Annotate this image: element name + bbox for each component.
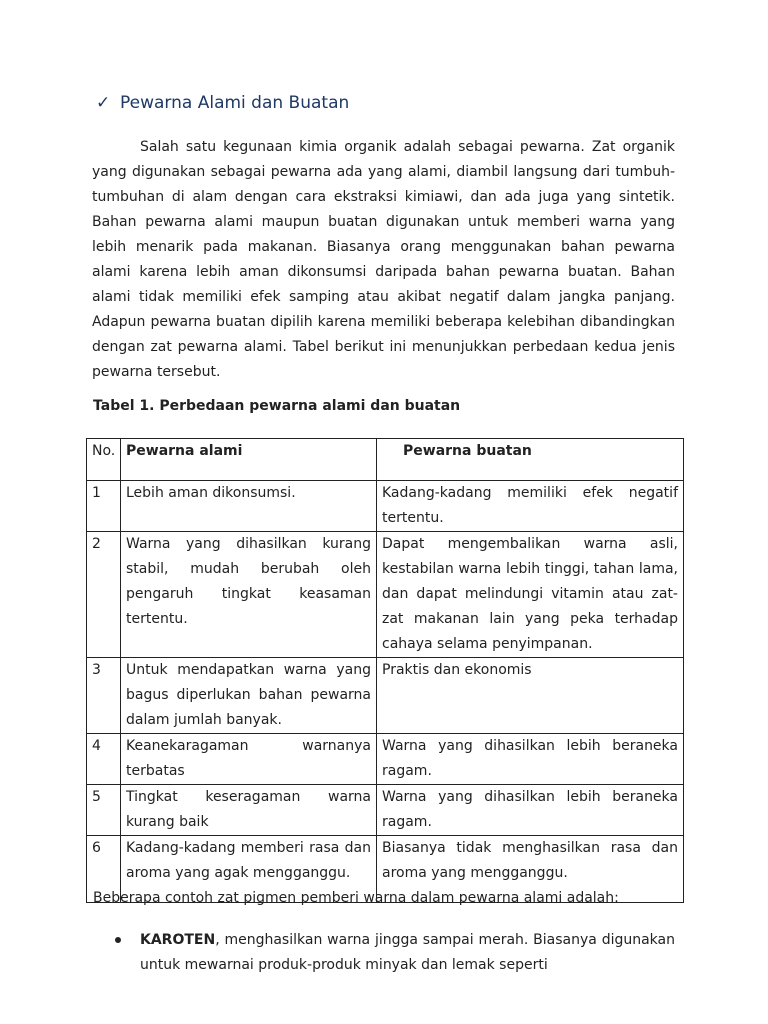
cell-buatan: Praktis dan ekonomis (377, 658, 684, 734)
cell-no: 3 (87, 658, 121, 734)
bullet-icon (115, 937, 121, 943)
table-caption: Tabel 1. Perbedaan pewarna alami dan buatan (93, 398, 461, 414)
section-heading (96, 93, 349, 113)
cell-no: 5 (87, 785, 121, 836)
intro-paragraph: Salah satu kegunaan kimia organik adalah sebagai pewarna. Zat organik yang digunakan sebagai pewarna ada yang alami, diambil langsung dari tumbuh-tumbuhan di alam dengan cara ekstraksi kimiawi, dan ada juga yang sintetik. Bahan pewarna alami maupun buatan digunakan untuk memberi warna yang lebih menarik pada makanan. Biasanya orang menggunakan bahan pewarna alami karena lebih aman dikonsumsi daripada bahan pewarna buatan. Bahan alami tidak memiliki efek samping atau akibat negatif dalam jangka panjang. Adapun pewarna buatan dipilih karena memiliki beberapa kelebihan dibandingkan dengan zat pewarna alami. Tabel berikut ini menunjukkan perbedaan kedua jenis pewarna tersebut. (92, 139, 675, 380)
table-row (87, 658, 684, 734)
cell-buatan: Dapat mengembalikan warna asli, kestabilan warna lebih tinggi, tahan lama, dan dapat melindungi vitamin atau zat-zat makanan lain yang peka terhadap cahaya selama penyimpanan. (377, 532, 684, 658)
cell-no: 4 (87, 734, 121, 785)
pigment-term: KAROTEN (140, 932, 216, 948)
cell-buatan: Warna yang dihasilkan lebih beraneka ragam. (377, 734, 684, 785)
header-buatan: Pewarna buatan (377, 439, 684, 481)
heading-text: Pewarna Alami dan Buatan (120, 93, 350, 113)
table-row (87, 481, 684, 532)
list-item (110, 928, 675, 978)
cell-no: 1 (87, 481, 121, 532)
pigment-intro: Beberapa contoh zat pigmen pemberi warna dalam pewarna alami adalah: (93, 890, 619, 906)
cell-alami: Kadang-kadang memberi rasa dan aroma yang agak mengganggu. (121, 836, 377, 903)
cell-alami: Warna yang dihasilkan kurang stabil, mudah berubah oleh pengaruh tingkat keasaman tertentu. (121, 532, 377, 658)
cell-buatan: Warna yang dihasilkan lebih beraneka ragam. (377, 785, 684, 836)
header-no: No. (87, 439, 121, 481)
list-item-text (140, 928, 675, 978)
table-row (87, 734, 684, 785)
cell-alami: Untuk mendapatkan warna yang bagus diperlukan bahan pewarna dalam jumlah banyak. (121, 658, 377, 734)
cell-alami: Keanekaragaman warnanya terbatas (121, 734, 377, 785)
cell-no: 2 (87, 532, 121, 658)
cell-buatan: Kadang-kadang memiliki efek negatif tertentu. (377, 481, 684, 532)
header-alami: Pewarna alami (121, 439, 377, 481)
cell-buatan: Biasanya tidak menghasilkan rasa dan aroma yang mengganggu. (377, 836, 684, 903)
comparison-table (86, 438, 684, 903)
cell-alami: Lebih aman dikonsumsi. (121, 481, 377, 532)
table-row (87, 785, 684, 836)
pigment-description: , menghasilkan warna jingga sampai merah. Biasanya digunakan untuk mewarnai produk-produk minyak dan lemak seperti (140, 932, 675, 973)
cell-no: 6 (87, 836, 121, 903)
table-row (87, 532, 684, 658)
cell-alami: Tingkat keseragaman warna kurang baik (121, 785, 377, 836)
table-header-row (87, 439, 684, 481)
check-icon: ✓ (96, 93, 111, 113)
